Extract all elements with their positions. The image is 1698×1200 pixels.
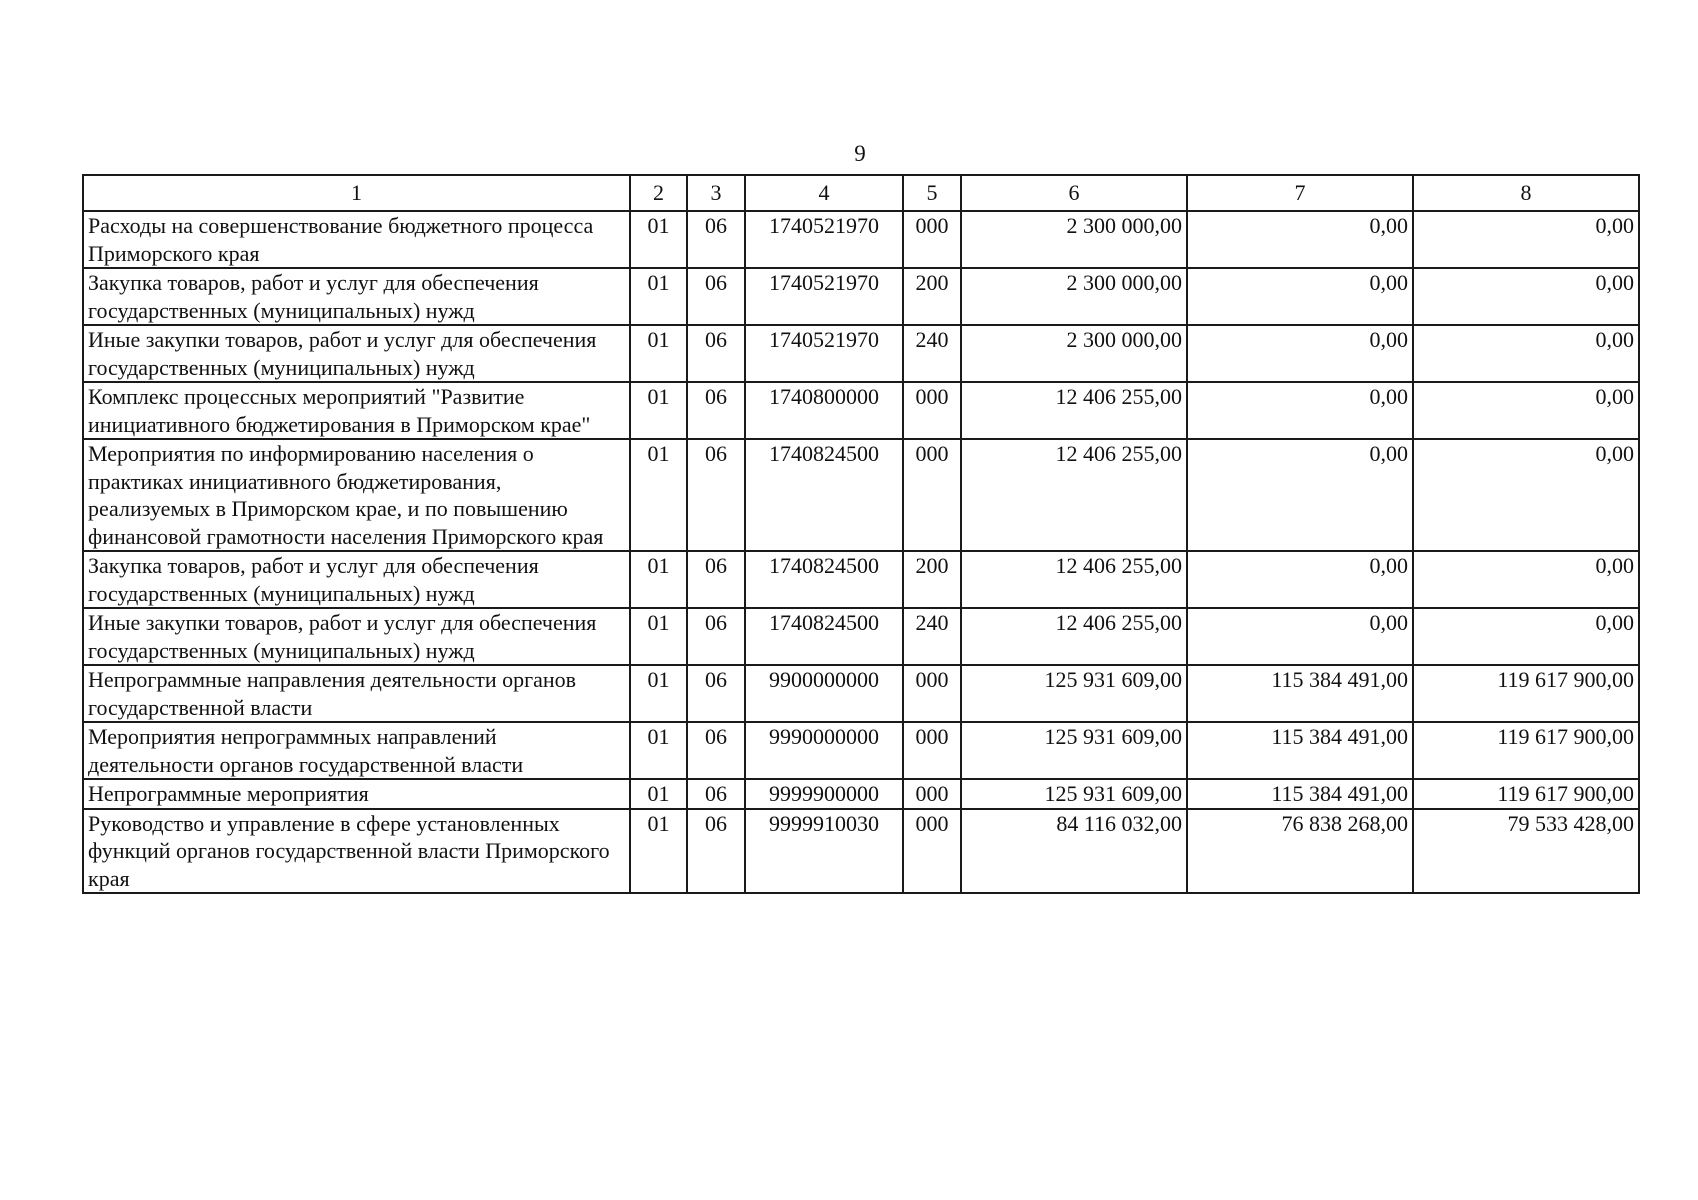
item-name: Мероприятия по информированию населения о практиках инициативного бюджетирования, реализуемых в Приморском крае, и по повышению финансовой грамотности населения Приморского края xyxy=(83,439,630,551)
header-col-8: 8 xyxy=(1413,175,1639,211)
amount-col-6: 12 406 255,00 xyxy=(961,551,1187,608)
amount-col-6: 125 931 609,00 xyxy=(961,722,1187,779)
subsection-code: 06 xyxy=(687,779,745,809)
table-row xyxy=(83,325,1639,382)
expense-type-code: 200 xyxy=(903,268,961,325)
table-row xyxy=(83,809,1639,894)
amount-col-8: 79 533 428,00 xyxy=(1413,809,1639,894)
amount-col-7: 76 838 268,00 xyxy=(1187,809,1413,894)
table-row xyxy=(83,551,1639,608)
amount-col-7: 0,00 xyxy=(1187,211,1413,268)
target-article-code: 1740800000 xyxy=(745,382,903,439)
amount-col-8: 0,00 xyxy=(1413,211,1639,268)
amount-col-6: 12 406 255,00 xyxy=(961,608,1187,665)
header-col-5: 5 xyxy=(903,175,961,211)
amount-col-6: 84 116 032,00 xyxy=(961,809,1187,894)
subsection-code: 06 xyxy=(687,608,745,665)
expense-type-code: 000 xyxy=(903,779,961,809)
section-code: 01 xyxy=(630,439,687,551)
header-col-3: 3 xyxy=(687,175,745,211)
amount-col-6: 125 931 609,00 xyxy=(961,665,1187,722)
target-article-code: 1740521970 xyxy=(745,325,903,382)
amount-col-6: 12 406 255,00 xyxy=(961,382,1187,439)
amount-col-6: 2 300 000,00 xyxy=(961,211,1187,268)
section-code: 01 xyxy=(630,608,687,665)
target-article-code: 1740824500 xyxy=(745,608,903,665)
subsection-code: 06 xyxy=(687,325,745,382)
target-article-code: 1740824500 xyxy=(745,551,903,608)
header-col-2: 2 xyxy=(630,175,687,211)
item-name: Иные закупки товаров, работ и услуг для обеспечения государственных (муниципальных) нужд xyxy=(83,608,630,665)
subsection-code: 06 xyxy=(687,551,745,608)
amount-col-7: 115 384 491,00 xyxy=(1187,665,1413,722)
expense-type-code: 240 xyxy=(903,608,961,665)
target-article-code: 9990000000 xyxy=(745,722,903,779)
amount-col-8: 0,00 xyxy=(1413,608,1639,665)
amount-col-6: 2 300 000,00 xyxy=(961,325,1187,382)
amount-col-7: 0,00 xyxy=(1187,325,1413,382)
section-code: 01 xyxy=(630,809,687,894)
amount-col-7: 0,00 xyxy=(1187,382,1413,439)
target-article-code: 1740521970 xyxy=(745,268,903,325)
amount-col-8: 119 617 900,00 xyxy=(1413,665,1639,722)
table-row xyxy=(83,382,1639,439)
amount-col-8: 0,00 xyxy=(1413,268,1639,325)
section-code: 01 xyxy=(630,665,687,722)
budget-table xyxy=(82,174,1640,894)
target-article-code: 9999900000 xyxy=(745,779,903,809)
subsection-code: 06 xyxy=(687,439,745,551)
amount-col-6: 12 406 255,00 xyxy=(961,439,1187,551)
table-row xyxy=(83,665,1639,722)
table-header xyxy=(83,175,1639,211)
table-row xyxy=(83,608,1639,665)
subsection-code: 06 xyxy=(687,382,745,439)
section-code: 01 xyxy=(630,779,687,809)
item-name: Закупка товаров, работ и услуг для обеспечения государственных (муниципальных) нужд xyxy=(83,268,630,325)
target-article-code: 9900000000 xyxy=(745,665,903,722)
expense-type-code: 000 xyxy=(903,382,961,439)
subsection-code: 06 xyxy=(687,665,745,722)
table-row xyxy=(83,722,1639,779)
expense-type-code: 000 xyxy=(903,809,961,894)
expense-type-code: 000 xyxy=(903,439,961,551)
amount-col-7: 115 384 491,00 xyxy=(1187,779,1413,809)
section-code: 01 xyxy=(630,551,687,608)
page-number: 9 xyxy=(854,141,866,166)
amount-col-8: 119 617 900,00 xyxy=(1413,722,1639,779)
amount-col-7: 0,00 xyxy=(1187,439,1413,551)
subsection-code: 06 xyxy=(687,211,745,268)
table-body xyxy=(83,211,1639,893)
item-name: Закупка товаров, работ и услуг для обеспечения государственных (муниципальных) нужд xyxy=(83,551,630,608)
expense-type-code: 000 xyxy=(903,665,961,722)
amount-col-8: 0,00 xyxy=(1413,551,1639,608)
item-name: Расходы на совершенствование бюджетного процесса Приморского края xyxy=(83,211,630,268)
header-row xyxy=(83,175,1639,211)
amount-col-6: 2 300 000,00 xyxy=(961,268,1187,325)
amount-col-8: 119 617 900,00 xyxy=(1413,779,1639,809)
section-code: 01 xyxy=(630,722,687,779)
header-col-7: 7 xyxy=(1187,175,1413,211)
table-row xyxy=(83,211,1639,268)
table-row xyxy=(83,268,1639,325)
section-code: 01 xyxy=(630,211,687,268)
table-row xyxy=(83,439,1639,551)
item-name: Иные закупки товаров, работ и услуг для обеспечения государственных (муниципальных) нужд xyxy=(83,325,630,382)
amount-col-8: 0,00 xyxy=(1413,382,1639,439)
target-article-code: 1740521970 xyxy=(745,211,903,268)
amount-col-8: 0,00 xyxy=(1413,439,1639,551)
amount-col-6: 125 931 609,00 xyxy=(961,779,1187,809)
target-article-code: 1740824500 xyxy=(745,439,903,551)
expense-type-code: 240 xyxy=(903,325,961,382)
amount-col-7: 0,00 xyxy=(1187,268,1413,325)
amount-col-7: 115 384 491,00 xyxy=(1187,722,1413,779)
section-code: 01 xyxy=(630,382,687,439)
item-name: Комплекс процессных мероприятий "Развитие инициативного бюджетирования в Приморском крае" xyxy=(83,382,630,439)
header-col-4: 4 xyxy=(745,175,903,211)
expense-type-code: 200 xyxy=(903,551,961,608)
item-name: Непрограммные мероприятия xyxy=(83,779,630,809)
section-code: 01 xyxy=(630,325,687,382)
subsection-code: 06 xyxy=(687,268,745,325)
amount-col-7: 0,00 xyxy=(1187,608,1413,665)
expense-type-code: 000 xyxy=(903,211,961,268)
table-row xyxy=(83,779,1639,809)
subsection-code: 06 xyxy=(687,722,745,779)
header-col-1: 1 xyxy=(83,175,630,211)
section-code: 01 xyxy=(630,268,687,325)
item-name: Мероприятия непрограммных направлений деятельности органов государственной власти xyxy=(83,722,630,779)
item-name: Руководство и управление в сфере установленных функций органов государственной власти Приморского края xyxy=(83,809,630,894)
amount-col-8: 0,00 xyxy=(1413,325,1639,382)
header-col-6: 6 xyxy=(961,175,1187,211)
expense-type-code: 000 xyxy=(903,722,961,779)
subsection-code: 06 xyxy=(687,809,745,894)
target-article-code: 9999910030 xyxy=(745,809,903,894)
item-name: Непрограммные направления деятельности органов государственной власти xyxy=(83,665,630,722)
amount-col-7: 0,00 xyxy=(1187,551,1413,608)
